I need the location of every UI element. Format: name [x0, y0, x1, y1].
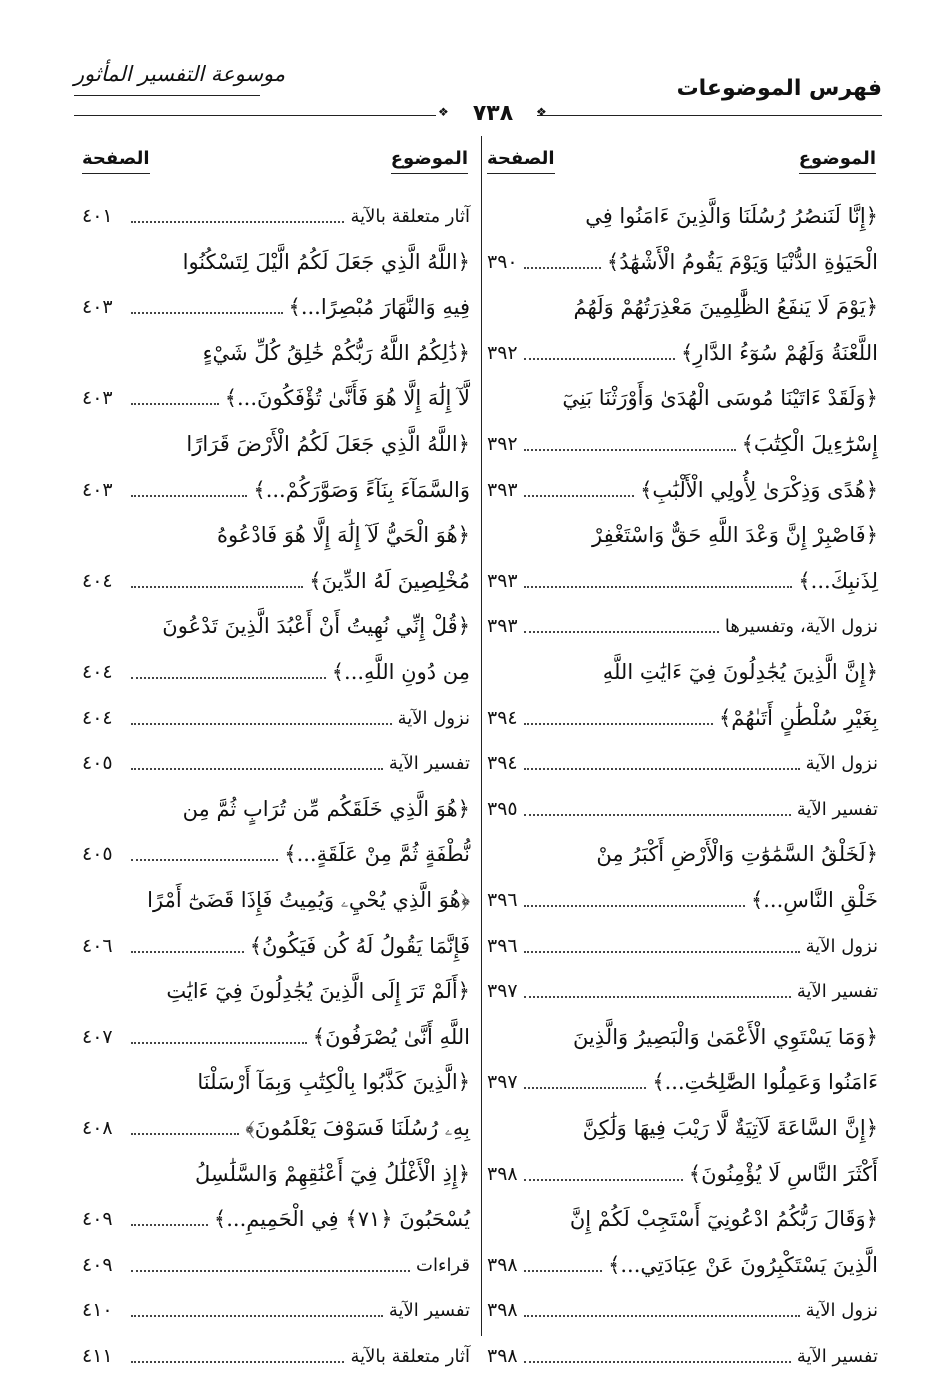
left-entry-text: مُخْلِصِينَ لَهُ الدِّينَ﴾: [309, 569, 470, 593]
right-entry-text: نزول الآية: [805, 935, 878, 957]
left-entry-text: مِن دُونِ اللَّهِ...﴾: [331, 660, 470, 684]
right-entry-text: الْحَيَوٰةِ الدُّنْيَا وَيَوْمَ يَقُومُ الْأَشْهَٰدُ﴾: [606, 250, 878, 274]
right-topic-header: [799, 148, 876, 174]
left-entry: [125, 1336, 470, 1376]
left-entry-text: لَّآ إِلَٰهَ إِلَّا هُوَ فَأَنَّىٰ تُؤْفَكُونَ...﴾: [224, 386, 470, 410]
left-entry: [125, 1199, 470, 1239]
right-entry-text: ﴿وَلَقَدْ ءَاتَيْنَا مُوسَى الْهُدَىٰ وَأَوْرَثْنَا بَنِيٓ: [562, 386, 878, 410]
left-entry-text: ﴿اللَّهُ الَّذِي جَعَلَ لَكُمُ الَّيْلَ لِتَسْكُنُوا: [182, 250, 470, 274]
left-entry-text: ﴿اللَّهُ الَّذِي جَعَلَ لَكُمُ الْأَرْضَ قَرَارًا: [186, 432, 470, 456]
right-entry: [518, 470, 878, 510]
right-entry-text: خَلْقِ النَّاسِ...﴾: [750, 888, 878, 912]
left-entry-page: ٤٠٧: [82, 1026, 113, 1048]
right-entry-page: ٣٩٧: [487, 980, 518, 1002]
left-entry: [125, 470, 470, 510]
ornament-left-icon: ❖: [438, 105, 449, 119]
column-divider: [481, 136, 482, 1336]
right-entry-text: ﴿هُدًى وَذِكْرَىٰ لِأُولِي الْأَلْبَٰبِ﴾: [640, 478, 878, 502]
left-entry-text: ﴿الَّذِينَ كَذَّبُوا بِالْكِتَٰبِ وَبِمَآ أَرْسَلْنَا: [197, 1070, 470, 1094]
left-entry-text: بِهِۦ رُسُلَنَا فَسَوْفَ يَعْلَمُونَ﴾: [245, 1115, 470, 1140]
left-entry-text: اللَّهِ أَنَّىٰ يُصْرَفُونَ﴾: [312, 1025, 470, 1049]
left-entry-text: ﴿أَلَمْ تَرَ إِلَى الَّذِينَ يُجَٰدِلُونَ فِيٓ ءَايَٰتِ: [166, 979, 470, 1003]
right-entry-text: ﴿يَوْمَ لَا يَنفَعُ الظَّٰلِمِينَ مَعْذِرَتُهُمْ وَلَهُمُ: [573, 295, 878, 319]
right-entry: [518, 242, 878, 282]
left-entry-leader: [131, 1315, 383, 1317]
right-entry-page: ٣٩٨: [487, 1163, 518, 1185]
right-entry-text: إِسْرَٰٓءِيلَ الْكِتَٰبَ﴾: [741, 432, 878, 456]
right-entry-leader: [524, 1361, 791, 1363]
left-entry-leader: [131, 312, 283, 314]
left-entry-page: ٤٠٣: [82, 296, 113, 318]
left-entry-text: تفسير الآية: [388, 1299, 470, 1321]
right-entry: [518, 1290, 878, 1330]
right-entry-page: ٣٩٣: [487, 570, 518, 592]
right-entry: [518, 1336, 878, 1376]
left-entry: [125, 652, 470, 692]
right-entry: [518, 1154, 878, 1194]
right-entry: [518, 880, 878, 920]
left-entry-page: ٤٠١: [82, 205, 113, 227]
right-entry-text: ﴿إِنَّا لَنَنصُرُ رُسُلَنَا وَالَّذِينَ ءَامَنُوا فِي: [585, 204, 878, 228]
left-entry-page: ٤٠٣: [82, 479, 113, 501]
right-entry-text: ﴿لَخَلْقُ السَّمَٰوَٰتِ وَالْأَرْضِ أَكْبَرُ مِنْ: [596, 842, 878, 866]
right-entry-leader: [524, 586, 792, 588]
header-rule-left: [74, 115, 436, 116]
left-entry-text: نُّطْفَةٍ ثُمَّ مِنْ عَلَقَةٍ...﴾: [284, 842, 470, 866]
right-page-header: [487, 148, 555, 174]
right-entry-text: ﴿إِنَّ الَّذِينَ يُجَٰدِلُونَ فِيٓ ءَايَٰتِ اللَّهِ: [602, 660, 878, 684]
right-entry-leader: [524, 768, 800, 770]
right-entry-text: ﴿فَاصْبِرْ إِنَّ وَعْدَ اللَّهِ حَقٌّ وَاسْتَغْفِرْ: [591, 523, 878, 547]
right-entry-page: ٣٩٦: [487, 935, 518, 957]
right-entry: [518, 561, 878, 601]
left-entry-leader: [131, 221, 344, 223]
right-entry-text: ءَامَنُوا وَعَمِلُوا الصَّٰلِحَٰتِ...﴾: [652, 1070, 878, 1094]
left-entry-text: ﴿إِذِ الْأَغْلَٰلُ فِيٓ أَعْنَٰقِهِمْ وَالسَّلَٰسِلُ: [194, 1162, 470, 1186]
left-entry-leader: [131, 1224, 208, 1226]
left-entry: [125, 196, 470, 236]
right-entry-leader: [524, 1179, 683, 1181]
left-entry: [125, 1154, 470, 1194]
left-entry-text: ﴿قُلْ إِنِّي نُهِيتُ أَنْ أَعْبُدَ الَّذِينَ تَدْعُونَ: [162, 614, 470, 638]
right-entry: [518, 1199, 878, 1239]
right-entry-text: نزول الآية: [805, 752, 878, 774]
right-topic-header-label: الموضوع: [798, 148, 876, 169]
left-entry: [125, 1017, 470, 1057]
right-entry: [518, 287, 878, 327]
right-entry-leader: [524, 951, 800, 953]
right-entry-page: ٣٩٢: [487, 433, 518, 455]
left-entry: [125, 1290, 470, 1330]
right-entry-leader: [524, 1087, 646, 1089]
right-entry-leader: [524, 905, 745, 907]
right-entry-leader: [524, 631, 719, 633]
right-entry-text: اللَّعْنَةُ وَلَهُمْ سُوٓءُ الدَّارِ﴾: [681, 341, 878, 365]
left-entry: [125, 242, 470, 282]
right-entry-page: ٣٩٨: [487, 1345, 518, 1367]
right-entry-leader: [524, 449, 736, 451]
left-entry-text: يُسْحَبُونَ ﴿٧١﴾ فِي الْحَمِيمِ...﴾: [213, 1207, 470, 1231]
right-entry: [518, 1108, 878, 1148]
left-entry: [125, 789, 470, 829]
left-entry-page: ٤٠٩: [82, 1208, 113, 1230]
left-entry-text: ﴿هُوَ الَّذِي يُحْيِۦ وَيُمِيتُ فَإِذَا قَضَىٰٓ أَمْرًا: [147, 887, 470, 912]
left-entry-text: ﴿ذَٰلِكُمُ اللَّهُ رَبُّكُمْ خَٰلِقُ كُلِّ شَيْءٍ: [202, 341, 470, 365]
left-entry-page: ٤٠٨: [82, 1117, 113, 1139]
section-title: فهرس الموضوعات: [676, 76, 882, 101]
left-entry: [125, 287, 470, 327]
right-entry-text: تفسير الآية: [796, 798, 878, 820]
right-entry-text: نزول الآية: [805, 1299, 878, 1321]
left-entry: [125, 698, 470, 738]
left-entry-leader: [131, 768, 383, 770]
right-entry-leader: [524, 1270, 602, 1272]
left-entry-page: ٤٠٥: [82, 843, 113, 865]
right-page-header-label: الصفحة: [487, 148, 555, 169]
left-entry-page: ٤٠٤: [82, 707, 113, 729]
left-entry: [125, 834, 470, 874]
ornament-right-icon: ❖: [536, 105, 547, 119]
left-entry-page: ٤٠٥: [82, 752, 113, 774]
left-entry-text: فِيهِ وَالنَّهَارَ مُبْصِرًا...﴾: [288, 295, 470, 319]
left-entry-text: ﴿هُوَ الَّذِي خَلَقَكُم مِّن تُرَابٍ ثُمَّ مِن: [182, 797, 470, 821]
left-entry: [125, 424, 470, 464]
left-entry-leader: [131, 951, 244, 953]
left-entry: [125, 515, 470, 555]
left-entry-leader: [131, 495, 247, 497]
right-entry-text: نزول الآية، وتفسيرها: [724, 615, 878, 637]
right-entry-page: ٣٩٦: [487, 889, 518, 911]
left-entry: [125, 1245, 470, 1285]
right-entry-page: ٣٩٥: [487, 798, 518, 820]
right-entry-text: تفسير الآية: [796, 1345, 878, 1367]
left-entry-page: ٤٠٤: [82, 570, 113, 592]
right-entry-leader: [524, 996, 791, 998]
right-entry: [518, 424, 878, 464]
left-entry: [125, 926, 470, 966]
left-entry-text: فَإِنَّمَا يَقُولُ لَهُ كُن فَيَكُونُ﴾: [249, 934, 470, 958]
right-entry-leader: [524, 723, 713, 725]
right-entry-page: ٣٩٠: [487, 251, 518, 273]
left-entry-page: ٤١١: [82, 1345, 113, 1367]
right-entry-page: ٣٩٤: [487, 707, 518, 729]
right-entry-leader: [524, 814, 791, 816]
left-entry-page: ٤١٠: [82, 1299, 113, 1321]
right-entry-text: لِذَنبِكَ...﴾: [798, 569, 878, 593]
left-entry-page: ٤٠٣: [82, 387, 113, 409]
right-entry: [518, 834, 878, 874]
left-entry-leader: [131, 1361, 344, 1363]
right-entry-leader: [524, 358, 675, 360]
left-topic-header-label: الموضوع: [390, 148, 468, 169]
left-topic-header: [391, 148, 468, 174]
left-entry-leader: [131, 859, 278, 861]
right-entry-page: ٣٩٣: [487, 479, 518, 501]
right-entry-page: ٣٩٧: [487, 1071, 518, 1093]
right-entry-leader: [524, 1315, 800, 1317]
left-entry-leader: [131, 1133, 239, 1135]
right-entry-leader: [524, 495, 634, 497]
right-entry-text: ﴿إِنَّ السَّاعَةَ لَآتِيَةٌ لَّا رَيْبَ فِيهَا وَلَٰكِنَّ: [582, 1116, 878, 1140]
left-entry: [125, 378, 470, 418]
right-entry: [518, 698, 878, 738]
left-entry-leader: [131, 586, 303, 588]
page-number: ٧٣٨: [472, 101, 514, 126]
right-entry-text: أَكْثَرَ النَّاسِ لَا يُؤْمِنُونَ﴾: [688, 1162, 878, 1186]
right-entry-page: ٣٩٨: [487, 1299, 518, 1321]
right-entry: [518, 515, 878, 555]
book-title-underline: [74, 95, 260, 96]
left-entry: [125, 743, 470, 783]
right-entry-page: ٣٩٣: [487, 615, 518, 637]
left-entry: [125, 971, 470, 1011]
right-entry-leader: [524, 267, 601, 269]
left-entry-leader: [131, 1042, 307, 1044]
right-entry: [518, 652, 878, 692]
right-entry: [518, 1245, 878, 1285]
right-entry-page: ٣٩٨: [487, 1254, 518, 1276]
right-entry: [518, 606, 878, 646]
left-entry-text: تفسير الآية: [388, 752, 470, 774]
left-page-header-label: الصفحة: [82, 148, 150, 169]
left-entry-leader: [131, 677, 326, 679]
right-entry: [518, 789, 878, 829]
left-entry-text: وَالسَّمَآءَ بِنَآءً وَصَوَّرَكُمْ...﴾: [253, 478, 470, 502]
right-entry: [518, 333, 878, 373]
book-title: موسوعة التفسير المأثور: [74, 62, 286, 86]
right-entry: [518, 1017, 878, 1057]
left-entry-leader: [131, 723, 392, 725]
right-entry: [518, 1062, 878, 1102]
right-entry: [518, 196, 878, 236]
left-entry: [125, 606, 470, 646]
right-entry-text: تفسير الآية: [796, 980, 878, 1002]
left-entry-page: ٤٠٤: [82, 661, 113, 683]
right-entry-text: ﴿وَمَا يَسْتَوِي الْأَعْمَىٰ وَالْبَصِيرُ وَالَّذِينَ: [572, 1025, 878, 1049]
left-entry-text: آثار متعلقة بالآية: [350, 205, 470, 227]
left-entry: [125, 561, 470, 601]
left-page-header: [82, 148, 150, 174]
left-entry-text: آثار متعلقة بالآية: [350, 1345, 470, 1367]
header-rule-right: [537, 115, 882, 116]
right-entry: [518, 926, 878, 966]
right-entry: [518, 743, 878, 783]
left-entry-text: نزول الآية: [397, 707, 470, 729]
right-entry: [518, 378, 878, 418]
left-entry: [125, 1062, 470, 1102]
right-entry-page: ٣٩٢: [487, 342, 518, 364]
left-entry-leader: [131, 403, 219, 405]
left-entry-text: قراءات: [416, 1254, 470, 1276]
left-entry-page: ٤٠٩: [82, 1254, 113, 1276]
right-entry: [518, 971, 878, 1011]
left-entry: [125, 1108, 470, 1148]
left-entry: [125, 880, 470, 920]
right-entry-text: بِغَيْرِ سُلْطَٰنٍ أَتَىٰهُمْ﴾: [719, 706, 878, 730]
right-entry-page: ٣٩٤: [487, 752, 518, 774]
left-entry-page: ٤٠٦: [82, 935, 113, 957]
left-entry: [125, 333, 470, 373]
right-entry-text: ﴿وَقَالَ رَبُّكُمُ ادْعُونِيٓ أَسْتَجِبْ لَكُمْ إِنَّ: [569, 1207, 878, 1231]
left-entry-leader: [131, 1270, 410, 1272]
right-entry-text: الَّذِينَ يَسْتَكْبِرُونَ عَنْ عِبَادَتِي...﴾: [608, 1253, 878, 1277]
left-entry-text: ﴿هُوَ الْحَيُّ لَآ إِلَٰهَ إِلَّا هُوَ فَادْعُوهُ: [217, 523, 470, 547]
